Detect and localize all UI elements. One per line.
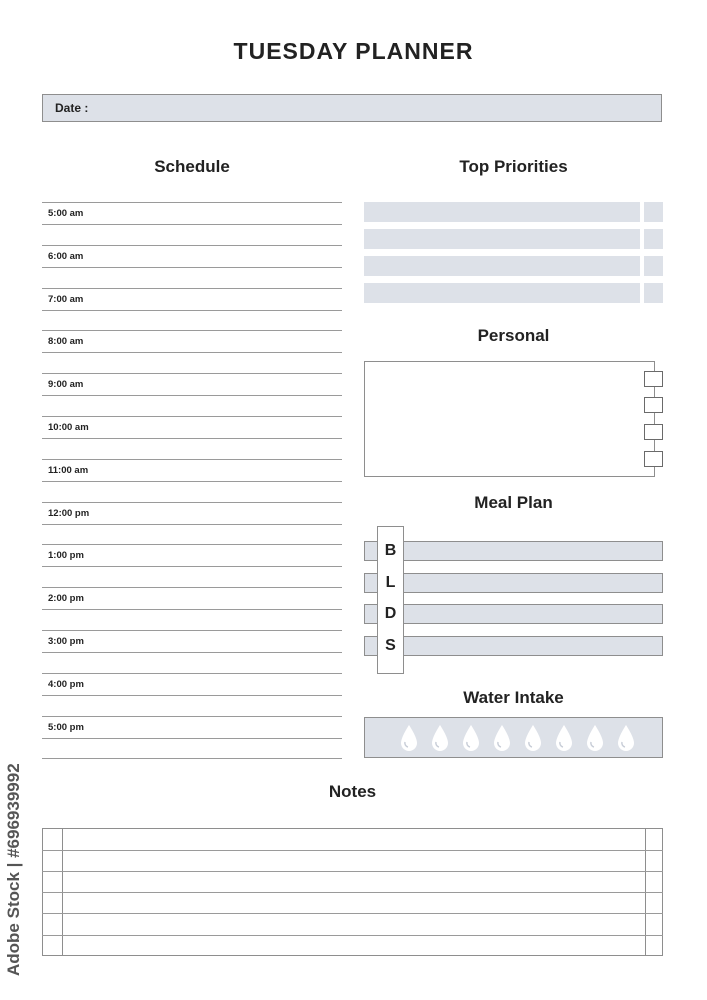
schedule-line [42,673,342,674]
schedule-line [42,416,342,417]
notes-line [42,871,663,872]
schedule-line [42,716,342,717]
water-drop-icon[interactable] [584,723,606,753]
meal-dinner-field[interactable] [364,604,663,624]
meal-letter-s: S [385,637,396,654]
priority-checkbox-1[interactable] [644,202,663,222]
schedule-line [42,395,342,396]
priority-row-4[interactable] [364,283,640,303]
water-drop-icon[interactable] [398,723,420,753]
water-drop-icon[interactable] [460,723,482,753]
schedule-heading: Schedule [154,157,230,176]
schedule-time-label: 1:00 pm [48,550,84,562]
schedule-line [42,738,342,739]
priority-checkbox-3[interactable] [644,256,663,276]
schedule-time-label: 6:00 am [48,250,84,262]
priority-row-3[interactable] [364,256,640,276]
schedule-line [42,587,342,588]
water-drop-icon[interactable] [553,723,575,753]
schedule-line [42,310,342,311]
watermark-text: Adobe Stock | #696939992 [4,763,23,977]
personal-checkbox-1[interactable] [644,371,663,387]
schedule-line [42,373,342,374]
meal-plan-heading: Meal Plan [474,493,553,512]
personal-box[interactable] [364,361,655,477]
meal-snack-field[interactable] [364,636,663,656]
schedule-line [42,544,342,545]
schedule-line [42,224,342,225]
notes-heading: Notes [328,782,377,801]
notes-line [42,913,663,914]
schedule-line [42,438,342,439]
priority-row-2[interactable] [364,229,640,249]
notes-line [42,892,663,893]
notes-line [42,935,663,936]
meal-lunch-field[interactable] [364,573,663,593]
schedule-line [42,459,342,460]
personal-checkbox-4[interactable] [644,451,663,467]
meal-letter-d: D [384,605,397,622]
schedule-line [42,609,342,610]
schedule-line [42,695,342,696]
water-drop-icon[interactable] [491,723,513,753]
personal-checkbox-2[interactable] [644,397,663,413]
water-intake-heading: Water Intake [463,688,564,707]
schedule-line [42,202,342,203]
date-field[interactable] [42,94,662,122]
page-title: TUESDAY PLANNER [233,38,474,64]
schedule-line [42,288,342,289]
water-drop-icon[interactable] [429,723,451,753]
meal-letter-l: L [385,574,396,591]
schedule-line [42,352,342,353]
schedule-time-label: 5:00 am [48,208,84,219]
schedule-time-label: 8:00 am [48,336,84,348]
schedule-line [42,502,342,503]
schedule-line [42,652,342,653]
schedule-line [42,330,342,331]
schedule-time-label: 3:00 pm [48,636,84,647]
schedule-time-label: 2:00 pm [48,593,84,605]
date-label: Date : [55,101,89,115]
schedule-time-label: 7:00 am [48,293,84,305]
meal-breakfast-field[interactable] [364,541,663,561]
schedule-line [42,630,342,631]
water-drop-icon[interactable] [522,723,544,753]
schedule-line [42,758,342,759]
schedule-time-label: 4:00 pm [48,678,84,690]
schedule-line [42,267,342,268]
priorities-heading: Top Priorities [459,157,568,176]
schedule-line [42,481,342,482]
schedule-time-label: 5:00 pm [48,721,84,733]
schedule-line [42,245,342,246]
notes-line [42,850,663,851]
schedule-line [42,524,342,525]
priority-row-1[interactable] [364,202,640,222]
personal-checkbox-3[interactable] [644,424,663,440]
priority-checkbox-4[interactable] [644,283,663,303]
water-drop-icon[interactable] [615,723,637,753]
schedule-time-label: 10:00 am [48,422,89,433]
meal-letter-b: B [384,542,397,559]
schedule-line [42,566,342,567]
schedule-time-label: 11:00 am [48,464,89,476]
personal-heading: Personal [477,326,550,345]
priority-checkbox-2[interactable] [644,229,663,249]
schedule-time-label: 12:00 pm [48,507,90,519]
schedule-time-label: 9:00 am [48,379,84,391]
